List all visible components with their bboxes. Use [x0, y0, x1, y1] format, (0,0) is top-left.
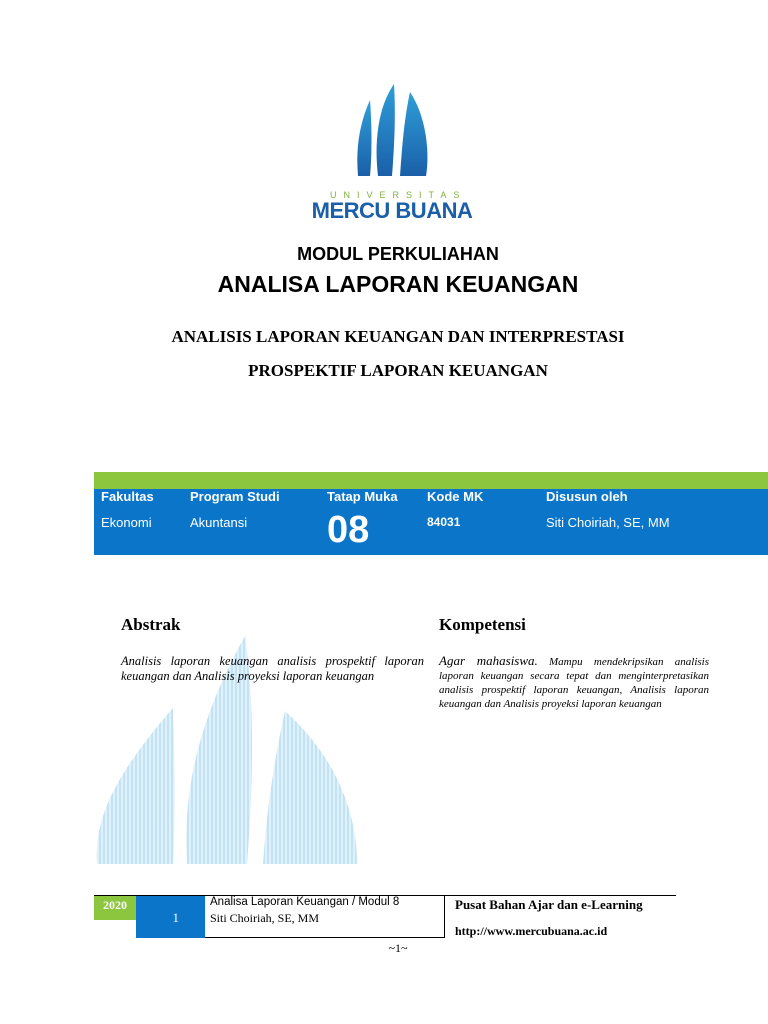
logo-right-flame	[400, 92, 427, 176]
footer-url: http://www.mercubuana.ac.id	[455, 924, 608, 938]
abstrak-text: Analisis laporan keuangan analisis prospektif laporan keuangan dan Analisis proyeksi laporan keuangan	[121, 654, 424, 683]
header-kode-mk: Kode MK	[427, 489, 484, 504]
value-kode-mk: 84031	[427, 515, 461, 529]
logo-left-flame	[357, 100, 371, 176]
modul-title: MODUL PERKULIAHAN	[297, 244, 499, 264]
topic-title-line1: ANALISIS LAPORAN KEUANGAN DAN INTERPRESTASI	[171, 327, 625, 346]
header-tatap-muka: Tatap Muka	[327, 489, 398, 504]
info-table	[94, 489, 768, 555]
university-logo	[356, 82, 430, 182]
header-program-studi: Program Studi	[190, 489, 280, 504]
kompetensi-lead: Agar mahasiswa.	[439, 653, 538, 668]
logo-center-flame	[377, 84, 395, 176]
footer-author: Siti Choiriah, SE, MM	[210, 911, 320, 925]
header-fakultas: Fakultas	[101, 489, 154, 504]
kompetensi-body: Mampu mendekripsikan analisis laporan keuangan secara tepat dan menginterpretasikan analisis prospektif laporan keuangan, Analisis laporan keuangan dan Analisis proyeksi laporan keuangan	[439, 656, 709, 710]
footer-year: 2020	[94, 896, 136, 920]
footer-course-module: Analisa Laporan Keuangan / Modul 8	[210, 896, 400, 908]
footer-page-number: 1	[136, 896, 205, 938]
course-title: ANALISA LAPORAN KEUANGAN	[217, 271, 579, 297]
value-disusun-oleh: Siti Choiriah, SE, MM	[546, 515, 670, 530]
header-disusun-oleh: Disusun oleh	[546, 489, 628, 504]
abstrak-heading: Abstrak	[121, 615, 181, 634]
value-tatap-muka: 08	[327, 509, 370, 551]
logo-universitas-text: UNIVERSITAS	[330, 190, 467, 200]
kompetensi-heading: Kompetensi	[439, 615, 526, 634]
value-program-studi: Akuntansi	[190, 515, 248, 530]
topic-title-line2: PROSPEKTIF LAPORAN KEUANGAN	[248, 361, 548, 380]
logo-mercu-buana-text: MERCU BUANA	[311, 198, 473, 223]
footer-center-name: Pusat Bahan Ajar dan e-Learning	[455, 897, 643, 912]
value-fakultas: Ekonomi	[101, 515, 152, 530]
info-table-green-bar	[94, 472, 768, 489]
kompetensi-text	[439, 654, 709, 711]
footer-page-label: ~1~	[388, 941, 408, 955]
